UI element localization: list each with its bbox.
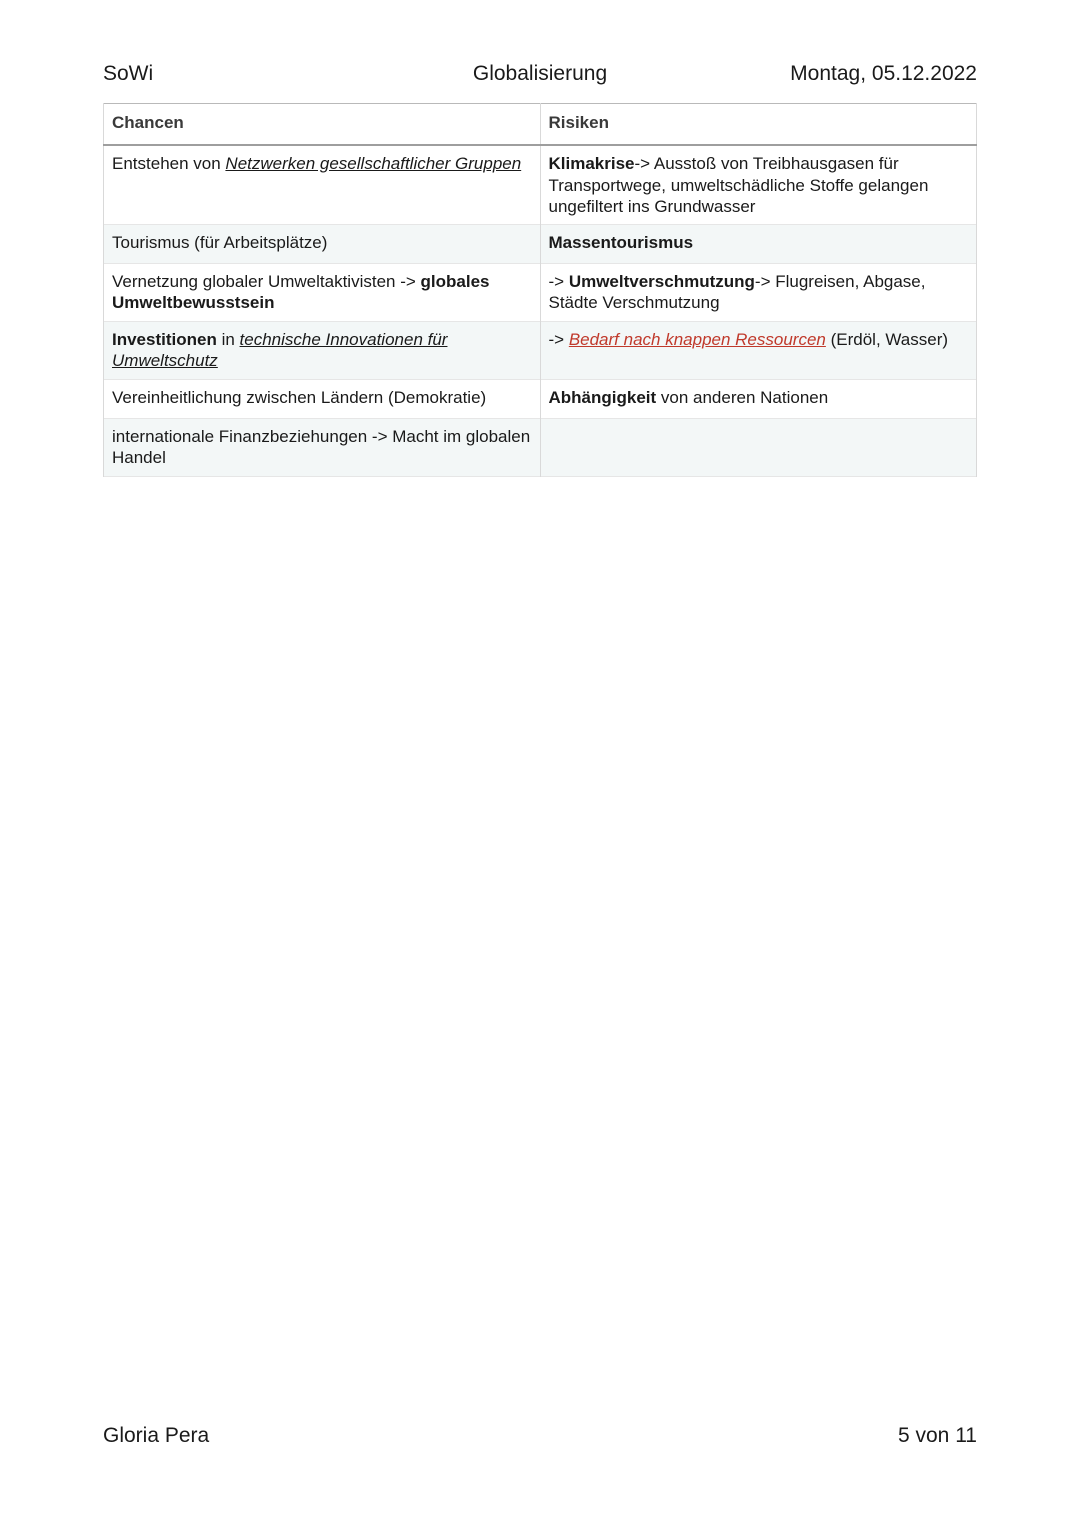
risk-cell-empty bbox=[540, 418, 977, 476]
risk-cell: Abhängigkeit von anderen Nationen bbox=[540, 379, 977, 418]
page-number: 5 von 11 bbox=[897, 1424, 977, 1447]
bold-term: Klimakrise bbox=[548, 154, 635, 173]
topic-title: Globalisierung bbox=[472, 62, 608, 85]
bold-term: Abhängigkeit bbox=[548, 387, 657, 407]
risk-cell bbox=[540, 224, 977, 263]
date-label: Montag, 05.12.2022 bbox=[790, 62, 977, 85]
table-row bbox=[104, 418, 977, 476]
bold-term: globales Umweltbewusstsein bbox=[112, 271, 490, 312]
risk-cell: Klimakrise-> Ausstoß von Treibhausgasen für Transportwege, umweltschädliche Stoffe gelangen ungefiltert ins Grundwasser bbox=[540, 145, 977, 224]
chancen-risiken-table bbox=[103, 103, 977, 477]
underlined-term: technische Innovationen für Umweltschutz bbox=[112, 329, 448, 370]
page-header bbox=[103, 62, 977, 94]
table-row bbox=[104, 224, 977, 263]
chance-cell: Tourismus (für Arbeitsplätze) bbox=[104, 224, 541, 263]
risk-cell: -> Bedarf nach knappen Ressourcen (Erdöl, Wasser) bbox=[540, 321, 977, 379]
author-label: Gloria Pera bbox=[103, 1424, 210, 1447]
table-header-row bbox=[104, 104, 977, 146]
chance-cell: Entstehen von Netzwerken gesellschaftlicher Gruppen bbox=[104, 145, 541, 224]
bold-term: Umweltverschmutzung bbox=[568, 271, 755, 291]
column-header-risiken: Risiken bbox=[540, 104, 977, 146]
page-footer bbox=[103, 1424, 977, 1454]
highlighted-term: Bedarf nach knappen Ressourcen bbox=[568, 329, 826, 349]
chance-cell: Investitionen in technische Innovationen für Umweltschutz bbox=[104, 321, 541, 379]
table-row bbox=[104, 145, 977, 224]
table-row bbox=[104, 263, 977, 321]
bold-term: Investitionen bbox=[112, 329, 217, 349]
chance-cell: internationale Finanzbeziehungen -> Macht im globalen Handel bbox=[104, 418, 541, 476]
table-row bbox=[104, 379, 977, 418]
chance-cell: Vereinheitlichung zwischen Ländern (Demokratie) bbox=[104, 379, 541, 418]
chance-cell: Vernetzung globaler Umweltaktivisten -> globales Umweltbewusstsein bbox=[104, 263, 541, 321]
column-header-chancen: Chancen bbox=[104, 104, 541, 146]
underlined-term: Netzwerken gesellschaftlicher Gruppen bbox=[225, 154, 522, 173]
subject-label: SoWi bbox=[103, 62, 154, 85]
table-row bbox=[104, 321, 977, 379]
bold-term: Massentourismus bbox=[548, 232, 694, 252]
risk-cell: -> Umweltverschmutzung-> Flugreisen, Abgase, Städte Verschmutzung bbox=[540, 263, 977, 321]
